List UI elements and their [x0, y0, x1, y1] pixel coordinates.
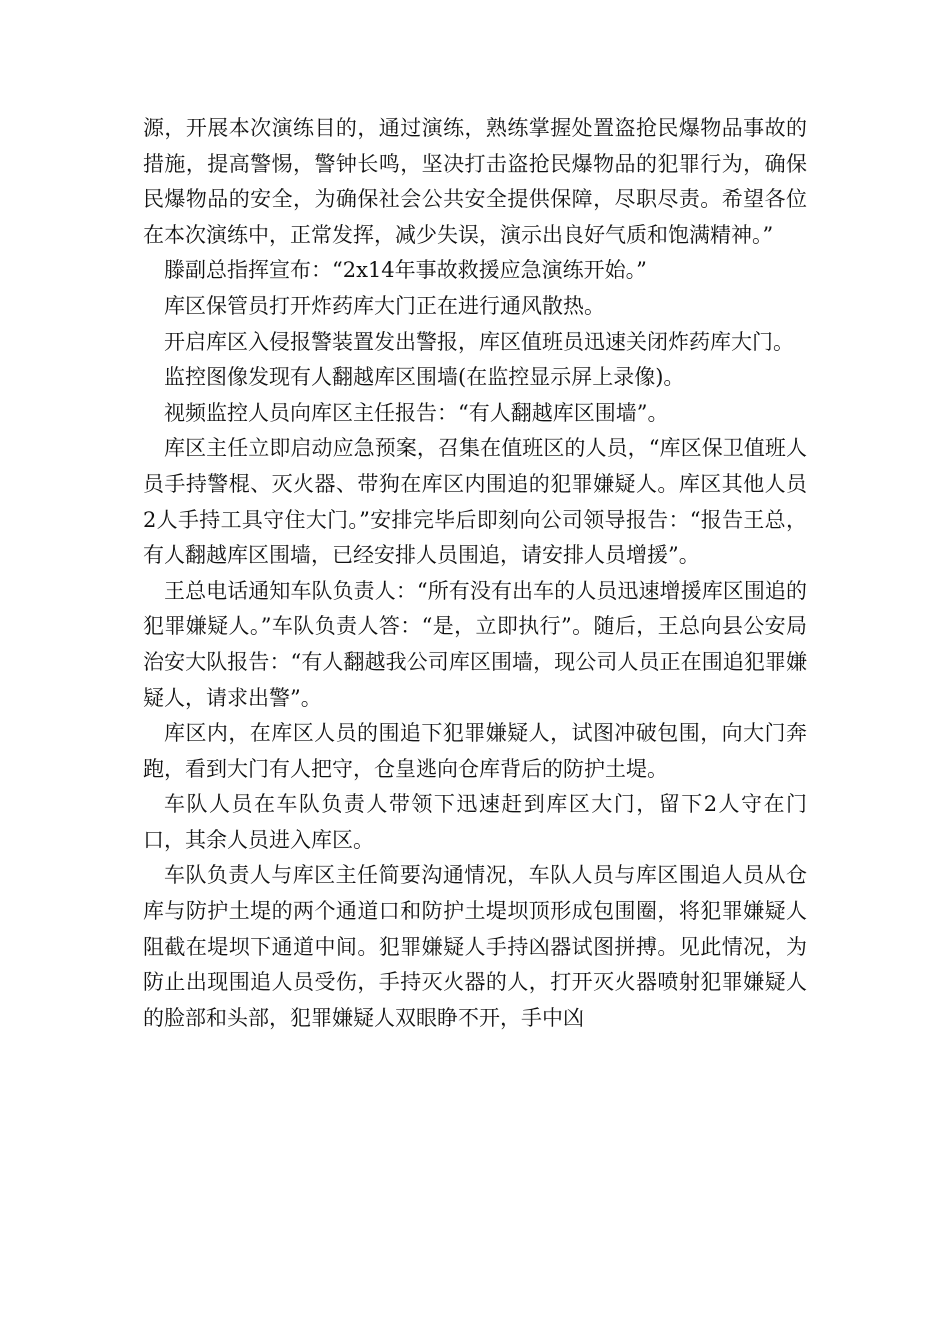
paragraph-drill-start: 滕副总指挥宣布：“2x14年事故救援应急演练开始。” — [164, 258, 647, 283]
paragraph-alarm: 开启库区入侵报警装置发出警报，库区值班员迅速关闭炸药库大门。 — [164, 329, 794, 354]
paragraph-escape: 库区内，在库区人员的围追下犯罪嫌疑人，试图冲破包围，向大门奔跑，看到大门有人把守，仓皇逃向仓库背后的防护土堤。 — [143, 721, 807, 781]
paragraph-report: 视频监控人员向库区主任报告：“有人翻越库区围墙”。 — [164, 400, 669, 425]
paragraph-team-arrival: 车队人员在车队负责人带领下迅速赶到库区大门，留下2人守在门口，其余人员进入库区。 — [143, 792, 807, 852]
paragraph-monitor: 监控图像发现有人翻越库区围墙(在监控显示屏上录像)。 — [164, 365, 685, 390]
paragraph-continued: 源，开展本次演练目的，通过演练，熟练掌握处置盗抢民爆物品事故的措施，提高警惕，警钟长鸣，坚决打击盗抢民爆物品的犯罪行为，确保民爆物品的安全，为确保社会公共安全提供保障，尽职尽责。希望各位在本次演练中，正常发挥，减少失误，演示出良好气质和饱满精神。” — [143, 116, 807, 247]
paragraph-reinforcement: 王总电话通知车队负责人：“所有没有出车的人员迅速增援库区围追的犯罪嫌疑人。”车队负责人答：“是，立即执行”。随后，王总向县公安局治安大队报告：“有人翻越我公司库区围墙，现公司人员正在围追犯罪嫌疑人，请求出警”。 — [143, 578, 807, 710]
paragraph-emergency-plan: 库区主任立即启动应急预案，召集在值班区的人员，“库区保卫值班人员手持警棍、灭火器、带狗在库区内围追的犯罪嫌疑人。库区其他人员2人手持工具守住大门。”安排完毕后即刻向公司领导报告：“报告王总，有人翻越库区围墙，已经安排人员围追，请安排人员增援”。 — [143, 436, 807, 568]
paragraph-encirclement: 车队负责人与库区主任简要沟通情况，车队人员与库区围追人员从仓库与防护土堤的两个通道口和防护土堤坝顶形成包围圈，将犯罪嫌疑人阻截在堤坝下通道中间。犯罪嫌疑人手持凶器试图拼搏。见此情况，为防止出现围追人员受伤，手持灭火器的人，打开灭火器喷射犯罪嫌疑人的脸部和头部，犯罪嫌疑人双眼睁不开，手中凶 — [143, 863, 807, 1030]
document-body — [143, 111, 807, 1036]
paragraph-ventilation: 库区保管员打开炸药库大门正在进行通风散热。 — [164, 293, 605, 318]
